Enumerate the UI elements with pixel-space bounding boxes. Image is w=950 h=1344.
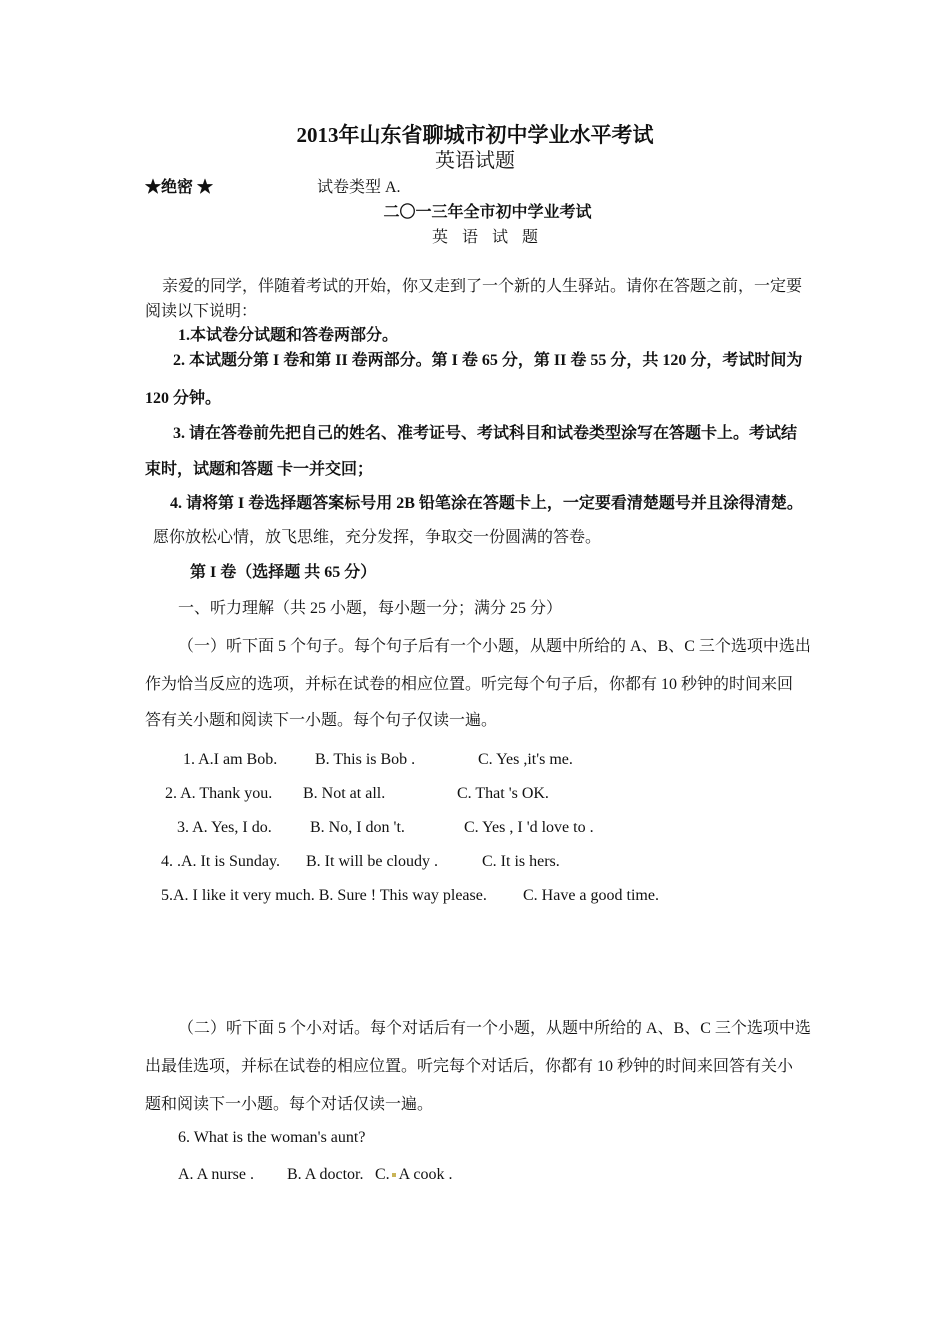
- marker-dot-icon: [392, 1173, 396, 1177]
- question-1-option-a: 1. A.I am Bob.: [183, 751, 278, 768]
- question-6-option-c: [375, 1165, 452, 1185]
- page-subtitle: 英语试题: [435, 150, 515, 172]
- sub2-instruction-3: 题和阅读下一小题。每个对话仅读一遍。: [145, 1096, 434, 1113]
- intro-line-1: 亲爱的同学，伴随着考试的开始，你又走到了一个新的人生驿站。请你在答题之前，一定要: [162, 278, 803, 295]
- question-6-option-a: A. A nurse .: [178, 1166, 254, 1183]
- page-title: 2013年山东省聊城市初中学业水平考试: [296, 123, 654, 147]
- secret-label: ★绝密 ★: [145, 179, 214, 196]
- rule-4: 4. 请将第 I 卷选择题答案标号用 2B 铅笔涂在答题卡上，一定要看清楚题号并且涂得清楚。: [170, 495, 803, 512]
- rule-2-line-2: 120 分钟。: [145, 390, 222, 407]
- question-2-option-b: B. Not at all.: [303, 785, 386, 802]
- question-2-option-c: C. That 's OK.: [457, 785, 549, 802]
- question-3-option-a: 3. A. Yes, I do.: [177, 819, 272, 836]
- question-4-option-c: C. It is hers.: [482, 853, 560, 870]
- question-2-option-a: 2. A. Thank you.: [165, 785, 273, 802]
- question-4-option-a: 4. .A. It is Sunday.: [161, 853, 280, 870]
- rule-3-line-2: 束时，试题和答题 卡一并交回；: [145, 461, 374, 478]
- question-5-option-c: C. Have a good time.: [523, 887, 659, 904]
- question-6-option-c-prefix: C.: [375, 1166, 390, 1183]
- wish-line: 愿你放松心情，放飞思维，充分发挥，争取交一份圆满的答卷。: [153, 529, 602, 546]
- part-title: 一、听力理解（共 25 小题，每小题一分；满分 25 分）: [178, 600, 563, 617]
- section-heading: 第 I 卷（选择题 共 65 分）: [190, 564, 377, 581]
- question-4-option-b: B. It will be cloudy .: [306, 853, 438, 870]
- question-6-stem: 6. What is the woman's aunt?: [178, 1129, 366, 1146]
- question-6-option-b: B. A doctor.: [287, 1166, 364, 1183]
- question-1-option-c: C. Yes ,it's me.: [478, 751, 573, 768]
- question-3-option-c: C. Yes , I 'd love to .: [464, 819, 594, 836]
- sub1-instruction-2: 作为恰当反应的选项，并标在试卷的相应位置。听完每个句子后，你都有 10 秒钟的时间来回: [145, 676, 794, 693]
- rule-2-line-1: 2. 本试题分第 I 卷和第 II 卷两部分。第 I 卷 65 分，第 II 卷 55 分，共 120 分，考试时间为: [173, 352, 803, 369]
- question-1-option-b: B. This is Bob .: [315, 751, 416, 768]
- sub1-instruction-3: 答有关小题和阅读下一小题。每个句子仅读一遍。: [145, 712, 498, 729]
- exam-subject: 英 语 试 题: [431, 229, 543, 246]
- paper-type: 试卷类型 A.: [317, 179, 401, 196]
- exam-name: 二〇一三年全市初中学业考试: [383, 204, 592, 221]
- question-6-option-c-text: A cook .: [398, 1166, 453, 1183]
- intro-line-2: 阅读以下说明：: [145, 303, 258, 320]
- question-3-option-b: B. No, I don 't.: [310, 819, 405, 836]
- rule-3-line-1: 3. 请在答卷前先把自己的姓名、准考证号、考试科目和试卷类型涂写在答题卡上。考试结: [173, 425, 798, 442]
- question-5-option-ab: 5.A. I like it very much. B. Sure ! This way please.: [161, 887, 487, 904]
- rule-1: 1.本试卷分试题和答卷两部分。: [178, 327, 399, 344]
- sub2-instruction-2: 出最佳选项，并标在试卷的相应位置。听完每个对话后，你都有 10 秒钟的时间来回答有关小: [145, 1058, 794, 1075]
- sub2-instruction-1: （二）听下面 5 个小对话。每个对话后有一个小题，从题中所给的 A、B、C 三个选项中选: [178, 1020, 811, 1037]
- sub1-instruction-1: （一）听下面 5 个句子。每个句子后有一个小题，从题中所给的 A、B、C 三个选项中选出: [178, 638, 811, 655]
